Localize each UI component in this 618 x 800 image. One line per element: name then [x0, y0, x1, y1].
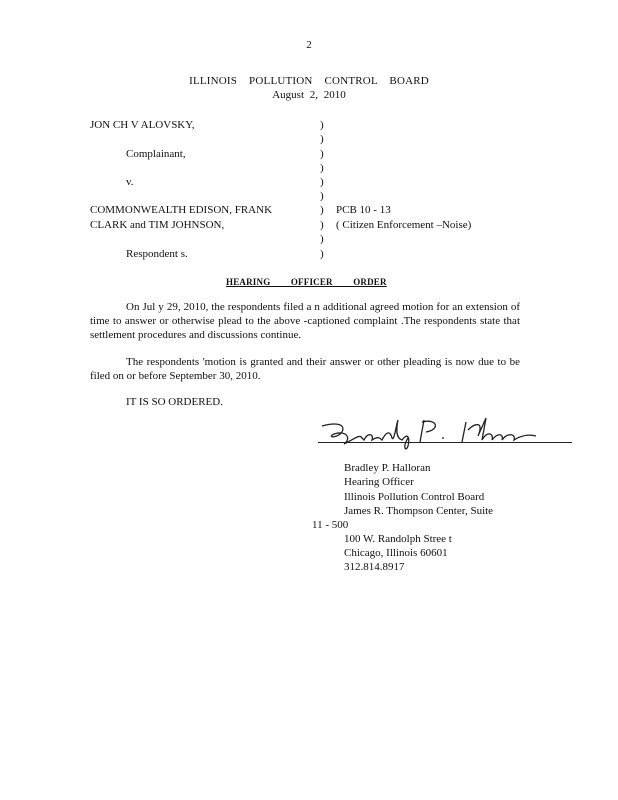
caption-paren: ): [320, 190, 324, 202]
signer-title: Hearing Officer: [344, 476, 414, 488]
respondent-label: Respondent s.: [126, 248, 188, 260]
signature-line: [318, 442, 572, 443]
closing-statement: IT IS SO ORDERED.: [126, 396, 223, 408]
caption-paren: ): [320, 176, 324, 188]
signer-name: Bradley P. Halloran: [344, 462, 431, 474]
versus-label: v.: [126, 176, 134, 188]
complainant-name: JON CH V ALOVSKY,: [90, 119, 195, 131]
order-date: August 2, 2010: [272, 89, 346, 101]
signer-organization: Illinois Pollution Control Board: [344, 491, 485, 503]
caption-paren: ): [320, 119, 324, 131]
paragraph-2: [90, 355, 520, 383]
signer-address-line-2: 100 W. Randolph Stree t: [344, 533, 452, 545]
caption-paren: ): [320, 219, 324, 231]
complainant-label: Complainant,: [126, 148, 186, 160]
caption-paren: ): [320, 204, 324, 216]
case-number: PCB 10 - 13: [336, 204, 391, 216]
document-title: HEARING OFFICER ORDER: [226, 277, 387, 287]
organization-heading: ILLINOIS POLLUTION CONTROL BOARD: [189, 75, 429, 87]
caption-paren: ): [320, 148, 324, 160]
respondent-line-1: COMMONWEALTH EDISON, FRANK: [90, 204, 273, 216]
respondent-line-2: CLARK and TIM JOHNSON,: [90, 219, 225, 231]
signer-city: Chicago, Illinois 60601: [344, 547, 448, 559]
caption-paren: ): [320, 233, 324, 245]
case-type: ( Citizen Enforcement –Noise): [336, 219, 472, 231]
paragraph-1-text: On Jul y 29, 2010, the respondents filed a n additional agreed motion for an extension of time to answer or otherwise plead to the above -captioned complaint .The respondents state that settlement procedures and discussions continue.: [90, 301, 520, 341]
caption-paren: ): [320, 248, 324, 260]
signer-phone: 312.814.8917: [344, 561, 405, 573]
signer-address-suite: 11 - 500: [312, 519, 349, 531]
caption-paren: ): [320, 133, 324, 145]
handwritten-signature: [316, 412, 576, 456]
caption-paren: ): [320, 162, 324, 174]
paragraph-2-text: The respondents 'motion is granted and their answer or other pleading is now due to be filed on or before September 30, 2010.: [90, 356, 520, 382]
signer-address-line-1: James R. Thompson Center, Suite: [344, 505, 494, 517]
page-number: 2: [306, 39, 312, 51]
paragraph-1: [90, 300, 520, 342]
